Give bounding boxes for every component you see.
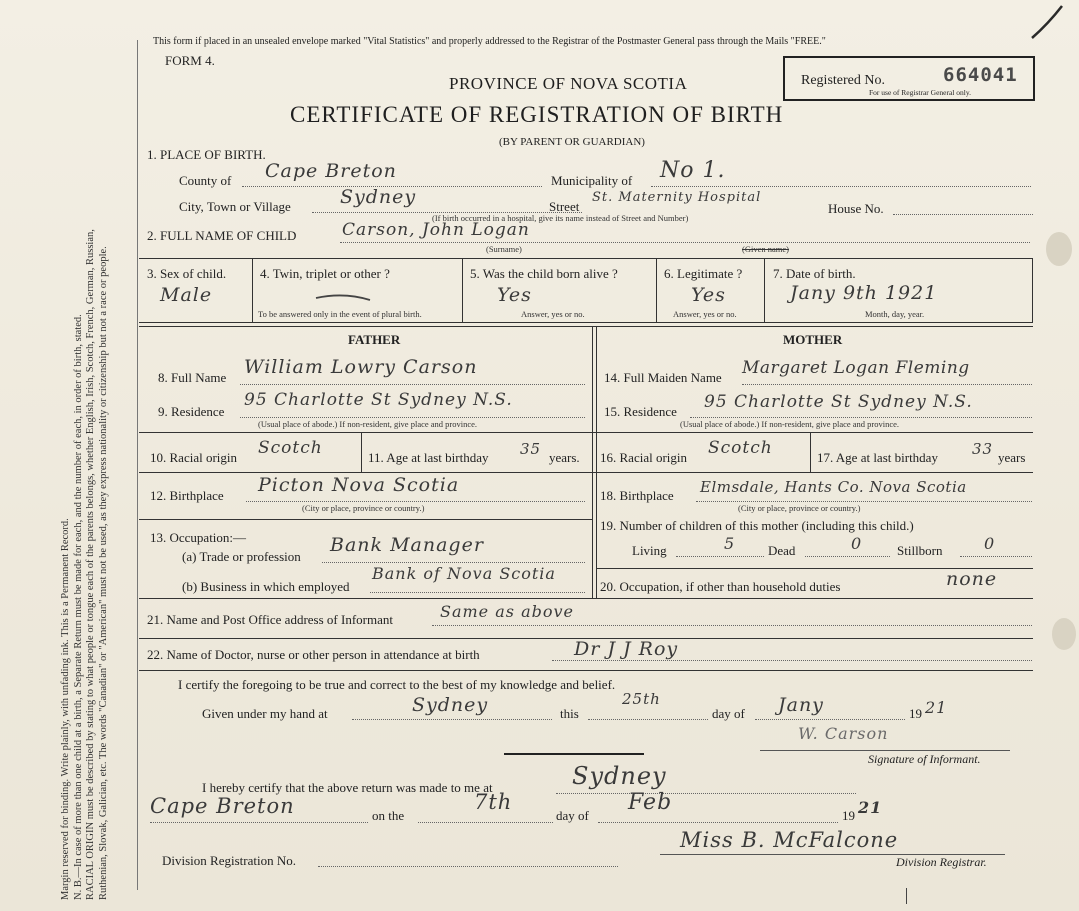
registrar-note: For use of Registrar General only. [869, 88, 971, 97]
side-instructions [60, 30, 110, 900]
hospital-note: (If birth occurred in a hospital, give its name instead of Street and Number) [432, 213, 689, 223]
registrar-year-value: 21 [858, 798, 883, 817]
registrar-day-value: 7th [474, 790, 513, 814]
dead-value: 0 [851, 534, 863, 553]
col-rule [1032, 258, 1033, 322]
business-line [370, 592, 585, 593]
given-name-note: (Given name) [742, 244, 789, 254]
alive-value: Yes [497, 284, 532, 306]
house-line [893, 214, 1033, 215]
father-race-value: Scotch [258, 438, 323, 458]
row-rule [139, 519, 592, 520]
mother-residence-value: 95 Charlotte St Sydney N.S. [704, 392, 973, 412]
registered-number: 664041 [943, 64, 1018, 86]
dead-label: Dead [768, 543, 796, 558]
col-rule [656, 258, 657, 322]
alive-label: 5. Was the child born alive ? [470, 266, 618, 281]
row-rule [139, 326, 1033, 327]
given-day-value: 25th [622, 690, 661, 708]
row-rule [139, 258, 1033, 259]
father-age-years: years. [549, 450, 580, 465]
father-residence-line [240, 417, 585, 418]
registered-label: Registered No. [801, 73, 885, 88]
col-rule [764, 258, 765, 322]
registrar-county-value: Cape Breton [150, 794, 295, 818]
side-note-line: Ruthenian, Slovak, Galician, etc. The words "Canadian" or "American" must not be used, as they express nationality or citizenship but not a race or people. [97, 246, 109, 900]
mother-age-label: 17. Age at last birthday [817, 450, 938, 465]
father-birthplace-note: (City or place, province or country.) [302, 503, 425, 513]
twin-dash [314, 290, 374, 304]
mother-birthplace-label: 18. Birthplace [600, 488, 674, 503]
mother-race-label: 16. Racial origin [600, 450, 688, 465]
side-note-line: Margin reserved for binding. Write plainly, with unfading ink. This is a Permanent Record. [60, 518, 71, 900]
side-note-line: RACIAL ORIGIN must be described by stating to what people or tongue each of the parents belongs, whether English, Irish, Scotch, French, German, Russian, [85, 229, 97, 900]
father-name-value: William Lowry Carson [244, 356, 478, 378]
division-registration-line [318, 866, 618, 867]
col-rule [252, 258, 253, 322]
mother-name-label: 14. Full Maiden Name [604, 370, 722, 385]
alive-note: Answer, yes or no. [521, 309, 585, 319]
registrar-month-line [598, 822, 838, 823]
stillborn-value: 0 [984, 534, 996, 553]
given-this-label: this [560, 706, 579, 721]
mother-residence-line [690, 417, 1032, 418]
mother-race-value: Scotch [708, 438, 773, 458]
province-heading: PROVINCE OF NOVA SCOTIA [449, 74, 688, 93]
street-label: Street [549, 199, 580, 214]
binding-margin-rule [137, 40, 138, 890]
given-year-value: 21 [925, 698, 948, 717]
mother-birthplace-note: (City or place, province or country.) [738, 503, 861, 513]
informant-signature-label: Signature of Informant. [868, 752, 981, 766]
street-value: St. Maternity Hospital [592, 190, 762, 205]
pen-mark [1028, 2, 1068, 42]
child-name-line [340, 242, 1030, 243]
child-name-label: 2. FULL NAME OF CHILD [147, 228, 297, 243]
twin-label: 4. Twin, triplet or other ? [260, 266, 390, 281]
county-value: Cape Breton [265, 160, 397, 182]
signature-line [760, 750, 1010, 751]
registered-number-box [783, 56, 1035, 101]
occupation-label: 13. Occupation:— [150, 530, 247, 545]
informant-label: 21. Name and Post Office address of Informant [147, 612, 393, 627]
father-birthplace-value: Picton Nova Scotia [258, 474, 460, 496]
surname-note: (Surname) [486, 244, 522, 254]
col-rule [361, 432, 362, 472]
trade-label: (a) Trade or profession [182, 549, 301, 564]
row-rule [139, 670, 1033, 671]
birth-date-label: 7. Date of birth. [773, 266, 856, 281]
father-name-label: 8. Full Name [158, 370, 227, 385]
given-month-line [755, 719, 905, 720]
city-label: City, Town or Village [179, 199, 291, 214]
municipality-label: Municipality of [551, 173, 633, 188]
sex-value: Male [160, 284, 213, 306]
mailing-note: This form if placed in an unsealed envelope marked "Vital Statistics" and properly addressed to the Registrar of the Postmaster General pass through the Mails "FREE." [153, 36, 826, 47]
certificate-title: CERTIFICATE OF REGISTRATION OF BIRTH [290, 102, 784, 127]
informant-line [432, 625, 1032, 626]
doctor-line [552, 660, 1032, 661]
given-place-value: Sydney [412, 694, 489, 716]
trade-value: Bank Manager [330, 534, 484, 556]
legitimate-value: Yes [691, 284, 726, 306]
registrar-day-line [418, 822, 553, 823]
stillborn-label: Stillborn [897, 543, 943, 558]
punch-hole [1046, 232, 1072, 266]
pen-tick [906, 888, 907, 904]
registrar-county-line [150, 822, 368, 823]
mother-birthplace-value: Elmsdale, Hants Co. Nova Scotia [700, 478, 967, 496]
birth-date-note: Month, day, year. [865, 309, 925, 319]
business-value: Bank of Nova Scotia [372, 564, 556, 583]
mother-residence-note: (Usual place of abode.) If non-resident, give place and province. [680, 419, 900, 429]
col-rule [462, 258, 463, 322]
informant-signature: W. Carson [798, 724, 889, 743]
father-birthplace-label: 12. Birthplace [150, 488, 224, 503]
dead-line [805, 556, 890, 557]
section-separator [504, 753, 644, 755]
registrar-certify-text: I hereby certify that the above return was made to me at [202, 780, 493, 795]
municipality-value: No 1. [660, 158, 726, 183]
punch-hole [1052, 618, 1076, 650]
given-year-prefix: 19 [909, 706, 922, 721]
row-rule [139, 432, 1033, 433]
parents-divider [596, 326, 597, 598]
given-under-label: Given under my hand at [202, 706, 328, 721]
mother-heading: MOTHER [783, 332, 843, 347]
informant-value: Same as above [440, 602, 574, 621]
col-rule [810, 432, 811, 472]
father-age-value: 35 [520, 440, 542, 458]
registrar-place-line [556, 793, 856, 794]
place-of-birth-label: 1. PLACE OF BIRTH. [147, 147, 266, 162]
side-note-line: N. B.—In case of more than one child at a birth, a Separate Return must be made for each, and the number of each, in order of birth, stated. [72, 314, 84, 900]
mother-birthplace-line [696, 501, 1032, 502]
given-day-label: day of [712, 706, 745, 721]
mother-age-value: 33 [972, 440, 994, 458]
given-month-value: Jany [778, 694, 824, 716]
mother-occupation-label: 20. Occupation, if other than household duties [600, 579, 841, 594]
county-label: County of [179, 173, 232, 188]
stillborn-line [960, 556, 1032, 557]
mother-residence-label: 15. Residence [604, 404, 677, 419]
father-residence-label: 9. Residence [158, 404, 225, 419]
doctor-value: Dr J J Roy [574, 638, 679, 660]
father-birthplace-line [246, 501, 585, 502]
father-name-line [240, 384, 585, 385]
business-label: (b) Business in which employed [182, 579, 350, 594]
certificate-subtitle: (BY PARENT OR GUARDIAN) [499, 136, 645, 148]
child-name-value: Carson, John Logan [342, 220, 530, 240]
birth-date-value: Jany 9th 1921 [790, 282, 938, 304]
legitimate-note: Answer, yes or no. [673, 309, 737, 319]
registrar-place-value: Sydney [572, 762, 667, 790]
trade-line [322, 562, 585, 563]
row-rule [139, 472, 1033, 473]
children-count-label: 19. Number of children of this mother (including this child.) [600, 518, 914, 533]
doctor-label: 22. Name of Doctor, nurse or other person in attendance at birth [147, 647, 480, 662]
parents-divider [592, 326, 593, 598]
registrar-day-label: day of [556, 808, 589, 823]
father-residence-value: 95 Charlotte St Sydney N.S. [244, 390, 513, 410]
father-age-label: 11. Age at last birthday [368, 450, 489, 465]
living-label: Living [632, 543, 667, 558]
legitimate-label: 6. Legitimate ? [664, 266, 743, 281]
informant-certify-text: I certify the foregoing to be true and correct to the best of my knowledge and belief. [178, 677, 616, 692]
mother-name-line [742, 384, 1032, 385]
house-label: House No. [828, 201, 884, 216]
registrar-month-value: Feb [628, 790, 673, 815]
sex-label: 3. Sex of child. [147, 266, 227, 281]
mother-age-years: years [998, 450, 1026, 465]
division-registration-label: Division Registration No. [162, 853, 296, 868]
row-rule [139, 322, 1033, 323]
city-value: Sydney [340, 186, 417, 208]
twin-note: To be answered only in the event of plural birth. [258, 309, 422, 319]
father-residence-note: (Usual place of abode.) If non-resident, give place and province. [258, 419, 478, 429]
given-place-line [352, 719, 552, 720]
registrar-signature: Miss B. McFalcone [680, 828, 899, 852]
given-day-line [588, 719, 708, 720]
division-registrar-label: Division Registrar. [896, 855, 987, 869]
mother-occupation-value: none [946, 568, 998, 590]
registrar-year-prefix: 19 [842, 808, 855, 823]
municipality-line [651, 186, 1031, 187]
father-heading: FATHER [348, 332, 401, 347]
registrar-on-label: on the [372, 808, 405, 823]
row-rule [139, 598, 1033, 599]
father-race-label: 10. Racial origin [150, 450, 238, 465]
form-number: FORM 4. [165, 53, 215, 68]
living-line [676, 556, 764, 557]
mother-name-value: Margaret Logan Fleming [742, 358, 970, 378]
living-value: 5 [724, 534, 736, 553]
